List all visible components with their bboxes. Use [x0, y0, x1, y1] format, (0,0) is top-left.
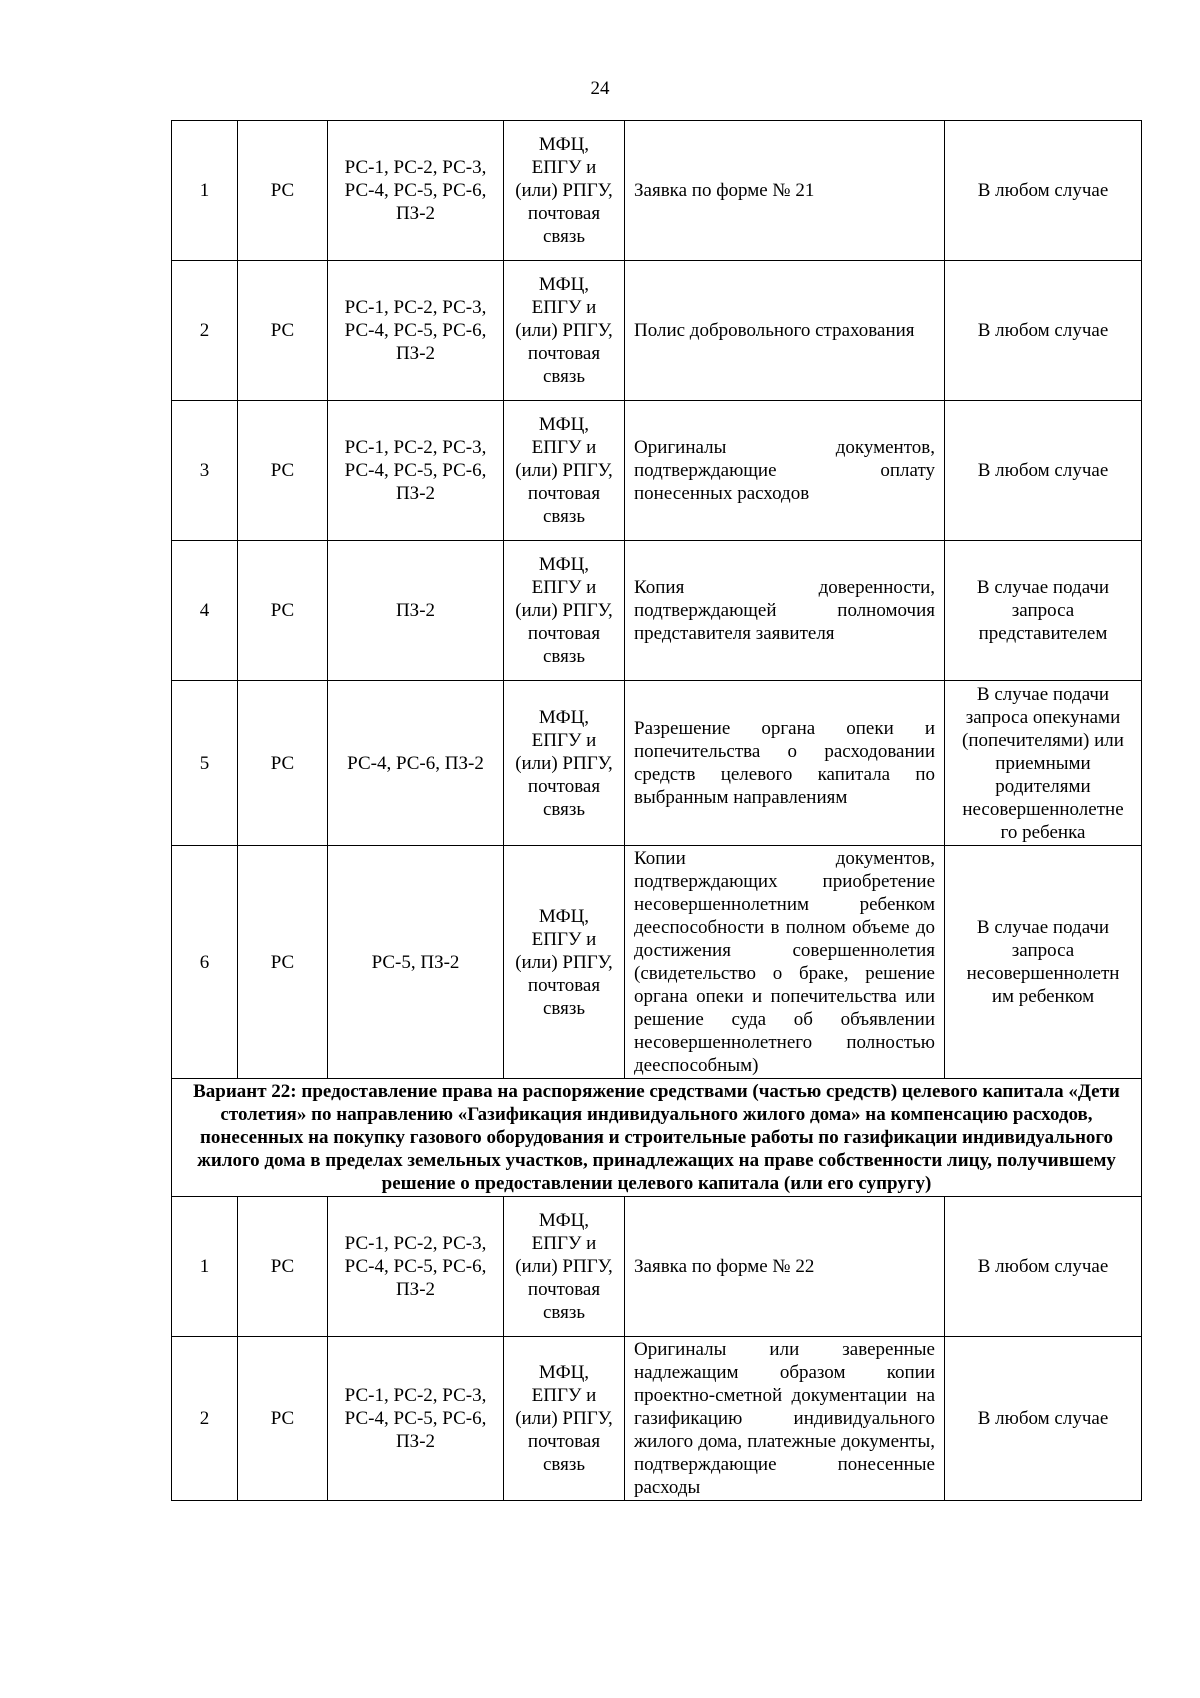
- row-number: 5: [172, 681, 238, 846]
- service-code: РС: [238, 1197, 328, 1337]
- submission-channels: МФЦ, ЕПГУ и (или) РПГУ, почтовая связь: [504, 541, 625, 681]
- submission-condition: В любом случае: [945, 1337, 1142, 1501]
- applicable-variants: РС-5, ПЗ-2: [328, 846, 504, 1079]
- submission-channels: МФЦ, ЕПГУ и (или) РПГУ, почтовая связь: [504, 121, 625, 261]
- row-number: 2: [172, 261, 238, 401]
- row-number: 1: [172, 1197, 238, 1337]
- service-code: РС: [238, 1337, 328, 1501]
- submission-channels: МФЦ, ЕПГУ и (или) РПГУ, почтовая связь: [504, 846, 625, 1079]
- service-code: РС: [238, 261, 328, 401]
- table-row: [172, 121, 1142, 261]
- document-name: Копии документов, подтверждающих приобретение несовершеннолетним ребенком дееспособности в полном объеме до достижения совершеннолетия (свидетельство о браке, решение органа опеки и попечительства или решение суда об объявлении несовершеннолетнего полностью дееспособным): [625, 846, 945, 1079]
- row-number: 3: [172, 401, 238, 541]
- submission-channels: МФЦ, ЕПГУ и (или) РПГУ, почтовая связь: [504, 1337, 625, 1501]
- table-row: [172, 261, 1142, 401]
- row-number: 4: [172, 541, 238, 681]
- applicable-variants: РС-1, РС-2, РС-3, РС-4, РС-5, РС-6, ПЗ-2: [328, 401, 504, 541]
- submission-condition: В случае подачи запроса представителем: [945, 541, 1142, 681]
- submission-condition: В случае подачи запроса опекунами (попечителями) или приемными родителями несовершеннолетне го ребенка: [945, 681, 1142, 846]
- table-row: [172, 1337, 1142, 1501]
- applicable-variants: РС-1, РС-2, РС-3, РС-4, РС-5, РС-6, ПЗ-2: [328, 1337, 504, 1501]
- submission-condition: В любом случае: [945, 261, 1142, 401]
- document-table: [171, 120, 1142, 1501]
- row-number: 6: [172, 846, 238, 1079]
- service-code: РС: [238, 401, 328, 541]
- submission-condition: В любом случае: [945, 401, 1142, 541]
- submission-channels: МФЦ, ЕПГУ и (или) РПГУ, почтовая связь: [504, 681, 625, 846]
- variant-heading-row: [172, 1079, 1142, 1197]
- service-code: РС: [238, 846, 328, 1079]
- document-name: Оригиналы документов, подтверждающие оплату понесенных расходов: [625, 401, 945, 541]
- submission-channels: МФЦ, ЕПГУ и (или) РПГУ, почтовая связь: [504, 401, 625, 541]
- submission-channels: МФЦ, ЕПГУ и (или) РПГУ, почтовая связь: [504, 261, 625, 401]
- service-code: РС: [238, 681, 328, 846]
- service-code: РС: [238, 541, 328, 681]
- submission-condition: В любом случае: [945, 121, 1142, 261]
- submission-condition: В любом случае: [945, 1197, 1142, 1337]
- document-name: Оригиналы или заверенные надлежащим образом копии проектно-сметной документации на газификацию индивидуального жилого дома, платежные документы, подтверждающие понесенные расходы: [625, 1337, 945, 1501]
- document-name: Копия доверенности, подтверждающей полномочия представителя заявителя: [625, 541, 945, 681]
- variant-heading: Вариант 22: предоставление права на распоряжение средствами (частью средств) целевого капитала «Дети столетия» по направлению «Газификация индивидуального жилого дома» на компенсацию расходов, понесенных на покупку газового оборудования и строительные работы по газификации индивидуального жилого дома в пределах земельных участков, принадлежащих на праве собственности лицу, получившему решение о предоставлении целевого капитала (или его супругу): [172, 1079, 1142, 1197]
- applicable-variants: РС-1, РС-2, РС-3, РС-4, РС-5, РС-6, ПЗ-2: [328, 261, 504, 401]
- applicable-variants: ПЗ-2: [328, 541, 504, 681]
- submission-channels: МФЦ, ЕПГУ и (или) РПГУ, почтовая связь: [504, 1197, 625, 1337]
- document-name: Полис добровольного страхования: [625, 261, 945, 401]
- document-name: Заявка по форме № 21: [625, 121, 945, 261]
- table-row: [172, 1197, 1142, 1337]
- applicable-variants: РС-1, РС-2, РС-3, РС-4, РС-5, РС-6, ПЗ-2: [328, 1197, 504, 1337]
- table-row: [172, 681, 1142, 846]
- applicable-variants: РС-1, РС-2, РС-3, РС-4, РС-5, РС-6, ПЗ-2: [328, 121, 504, 261]
- document-name: Заявка по форме № 22: [625, 1197, 945, 1337]
- service-code: РС: [238, 121, 328, 261]
- row-number: 1: [172, 121, 238, 261]
- document-name: Разрешение органа опеки и попечительства о расходовании средств целевого капитала по выбранным направлениям: [625, 681, 945, 846]
- table-row: [172, 401, 1142, 541]
- table-row: [172, 541, 1142, 681]
- submission-condition: В случае подачи запроса несовершеннолетн им ребенком: [945, 846, 1142, 1079]
- table-row: [172, 846, 1142, 1079]
- applicable-variants: РС-4, РС-6, ПЗ-2: [328, 681, 504, 846]
- page-number: 24: [590, 78, 610, 99]
- row-number: 2: [172, 1337, 238, 1501]
